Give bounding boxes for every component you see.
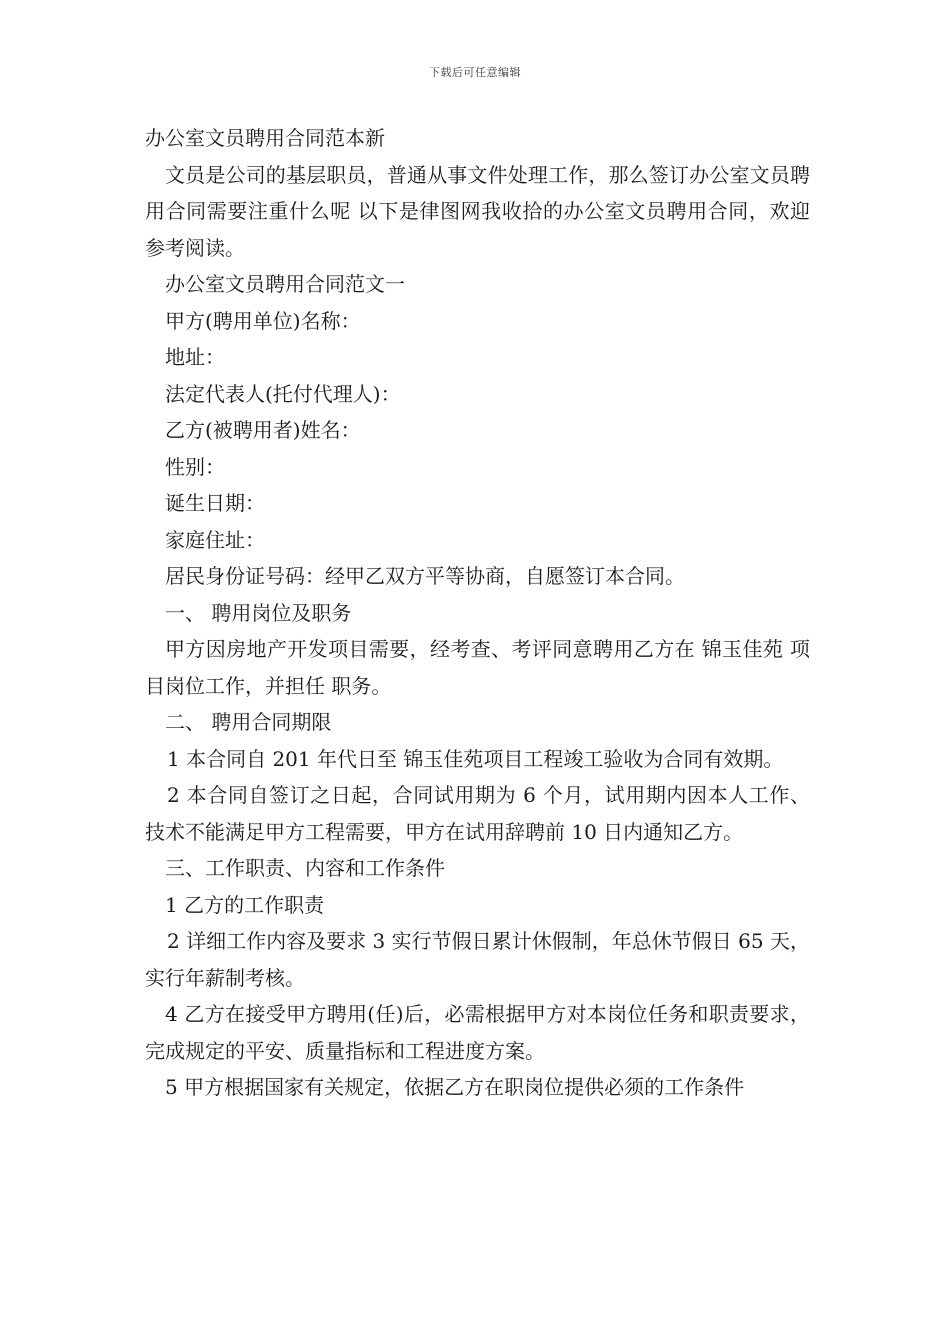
paragraph: 2 本合同自签订之日起，合同试用期为 6 个月，试用期内因本人工作、技术不能满足甲方工程需要，甲方在试用辞聘前 10 日内通知乙方。 [145, 783, 810, 844]
paragraph: 甲方因房地产开发项目需要，经考查、考评同意聘用乙方在 锦玉佳苑 项目岗位工作，并担任 职务。 [145, 637, 810, 698]
paragraph: 地址： [165, 345, 225, 369]
paragraph: 家庭住址： [165, 527, 265, 552]
paragraph: 1 乙方的工作职责 [165, 892, 325, 917]
paragraph: 4 乙方在接受甲方聘用(任)后，必需根据甲方对本岗位任务和职责要求，完成规定的平安、质量指标和工程进度方案。 [145, 1002, 810, 1063]
section-heading: 二、 聘用合同期限 [165, 710, 332, 734]
page-header-note: 下载后可任意编辑 [429, 66, 521, 79]
paragraph: 乙方(被聘用者)姓名： [165, 418, 361, 442]
paragraph: 5 甲方根据国家有关规定，依据乙方在职岗位提供必须的工作条件 [165, 1075, 745, 1099]
paragraph: 性别： [165, 454, 225, 479]
section-heading: 三、工作职责、内容和工作条件 [165, 856, 445, 880]
paragraph: 文员是公司的基层职员，普通从事文件处理工作，那么签订办公室文员聘用合同需要注重什么呢 以下是律图网我收拾的办公室文员聘用合同，欢迎参考阅读。 [145, 162, 810, 260]
paragraph: 甲方(聘用单位)名称： [165, 308, 361, 333]
paragraph: 办公室文员聘用合同范文一 [165, 272, 405, 296]
document-title: 办公室文员聘用合同范本新 [145, 126, 385, 150]
paragraph: 法定代表人(托付代理人)： [165, 381, 401, 406]
paragraph: 2 详细工作内容及要求 3 实行节假日累计休假制，年总休节假日 65 天，实行年薪制考核。 [145, 929, 810, 990]
paragraph: 居民身份证号码：经甲乙双方平等协商，自愿签订本合同。 [165, 564, 685, 588]
paragraph: 诞生日期： [165, 491, 265, 515]
document-body [145, 120, 810, 1106]
section-heading: 一、 聘用岗位及职务 [165, 600, 352, 625]
paragraph: 1 本合同自 201 年代日至 锦玉佳苑项目工程竣工验收为合同有效期。 [167, 746, 784, 771]
